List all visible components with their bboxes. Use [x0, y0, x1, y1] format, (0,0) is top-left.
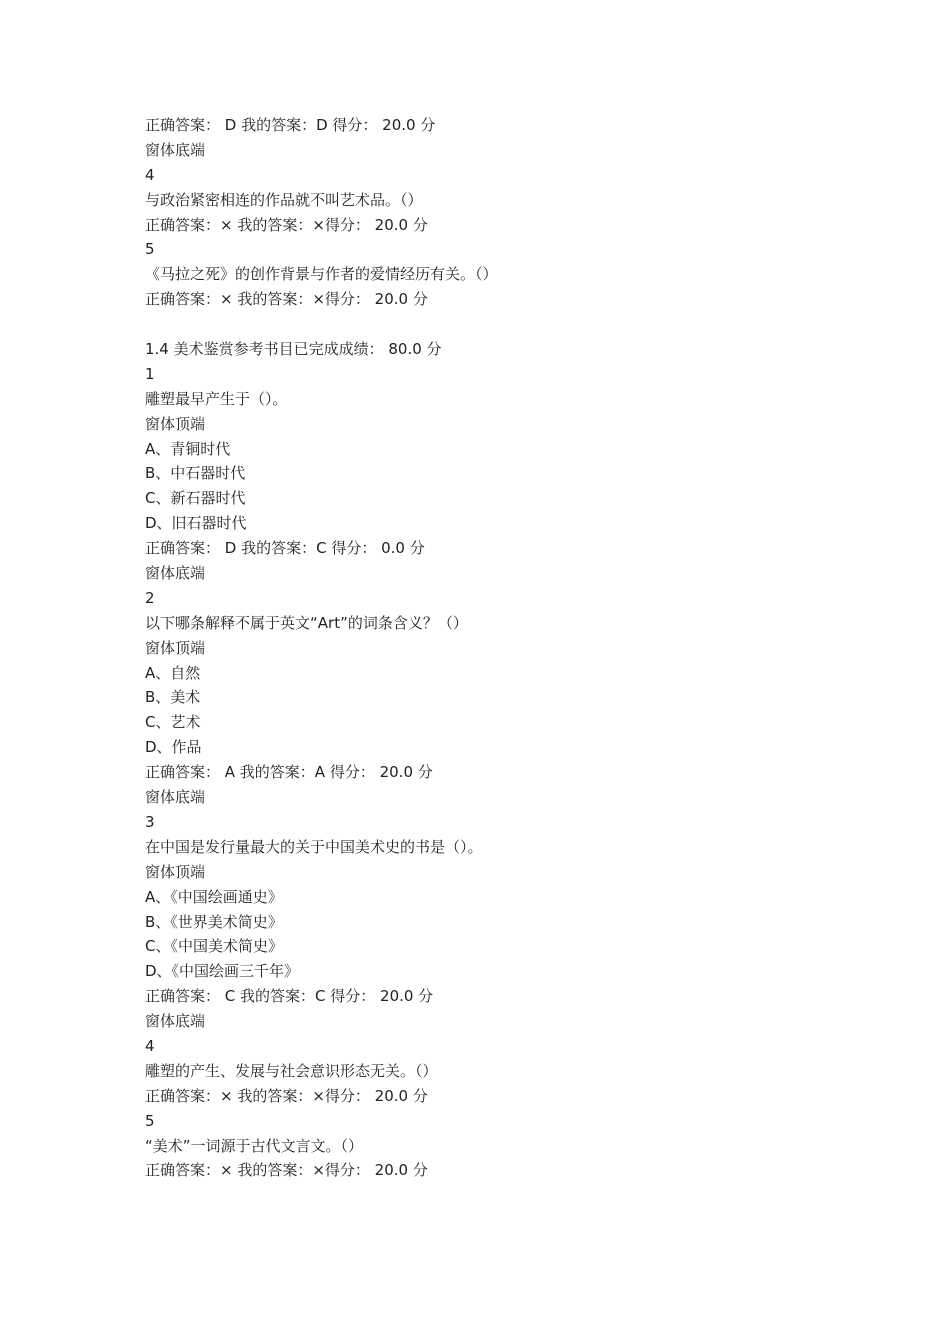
text-line: 在中国是发行量最大的关于中国美术史的书是（）。 [145, 837, 483, 856]
text-line: 5 [145, 1111, 155, 1130]
text-line: 正确答案：× 我的答案：×得分： 20.0 分 [145, 290, 428, 309]
text-line: 正确答案：× 我的答案：×得分： 20.0 分 [145, 1161, 428, 1180]
text-line: 正确答案： A 我的答案：A 得分： 20.0 分 [145, 763, 433, 782]
text-line: A、《中国绘画通史》 [145, 887, 283, 906]
text-line: 雕塑最早产生于（）。 [145, 389, 288, 408]
text-line: 正确答案：× 我的答案：×得分： 20.0 分 [145, 215, 428, 234]
text-line: 窗体顶端 [145, 638, 206, 657]
text-line: C、艺术 [145, 713, 201, 732]
text-line: B、美术 [145, 688, 201, 707]
text-line: 窗体底端 [145, 788, 206, 807]
text-line: A、青铜时代 [145, 439, 231, 458]
text-line: 3 [145, 812, 155, 831]
text-line: 窗体顶端 [145, 862, 206, 881]
text-line: C、新石器时代 [145, 489, 246, 508]
text-line: D、旧石器时代 [145, 514, 247, 533]
text-line: D、作品 [145, 738, 202, 757]
text-line: 窗体底端 [145, 1012, 206, 1031]
text-line: B、中石器时代 [145, 464, 246, 483]
text-line: A、自然 [145, 663, 201, 682]
text-line: 正确答案：× 我的答案：×得分： 20.0 分 [145, 1086, 428, 1105]
text-line: 1 [145, 364, 155, 383]
text-line: 1.4 美术鉴赏参考书目已完成成绩： 80.0 分 [145, 340, 442, 359]
text-line: 窗体底端 [145, 140, 206, 159]
text-line: 4 [145, 1036, 155, 1055]
document-body [145, 113, 905, 1183]
text-line: 正确答案： C 我的答案：C 得分： 20.0 分 [145, 987, 434, 1006]
text-line: 2 [145, 588, 155, 607]
text-line: C、《中国美术简史》 [145, 937, 283, 956]
text-line: 窗体顶端 [145, 414, 206, 433]
text-line: “美术”一词源于古代文言文。（） [145, 1136, 364, 1155]
blank-line [145, 312, 905, 337]
text-line: 窗体底端 [145, 564, 206, 583]
text-line: 4 [145, 165, 155, 184]
text-line: 以下哪条解释不属于英文“Art”的词条含义？（） [145, 613, 468, 632]
text-line: 正确答案： D 我的答案：C 得分： 0.0 分 [145, 539, 425, 558]
text-line: 《马拉之死》的创作背景与作者的爱情经历有关。（） [145, 265, 498, 284]
text-line: 正确答案： D 我的答案：D 得分： 20.0 分 [145, 116, 436, 134]
text-line: D、《中国绘画三千年》 [145, 962, 300, 981]
text-line: 与政治紧密相连的作品就不叫艺术品。（） [145, 190, 423, 209]
text-line: 雕塑的产生、发展与社会意识形态无关。（） [145, 1061, 438, 1080]
text-line: B、《世界美术简史》 [145, 912, 283, 931]
text-line: 5 [145, 240, 155, 259]
